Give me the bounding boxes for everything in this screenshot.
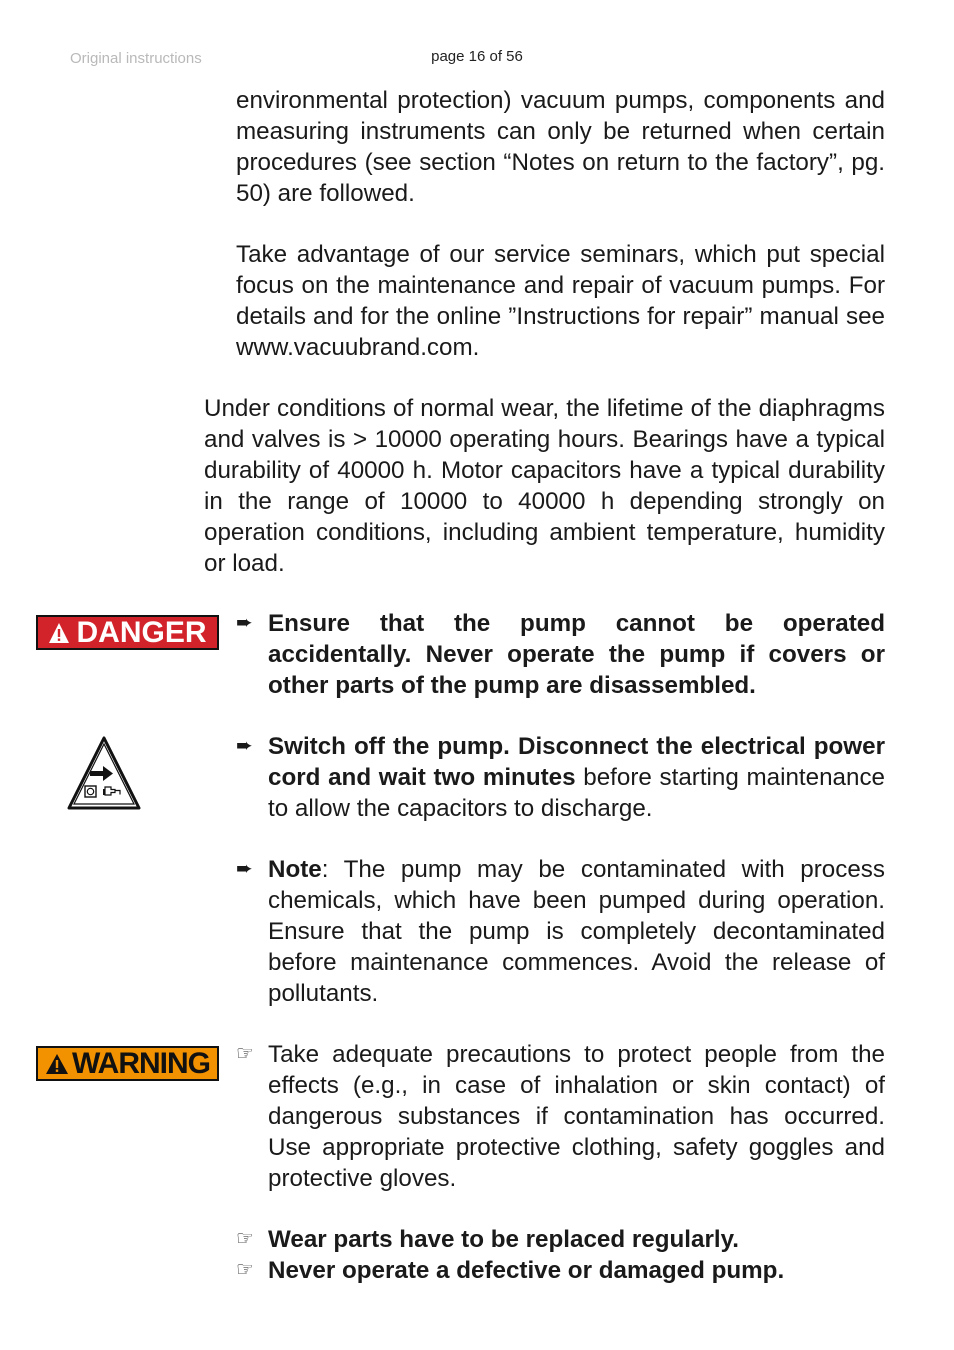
danger-item-2-rest: before starting maintenance to allow the capacitors to discharge. [268, 764, 886, 822]
hand-pointing-icon: ☞ [236, 1259, 254, 1281]
warning-item-precautions [236, 1039, 885, 1194]
warning-triangle-icon [45, 1053, 69, 1075]
paragraph-lifetime: Under conditions of normal wear, the lifetime of the diaphragms and valves is > 10000 operating hours. Bearings have a typical durability of 40000 h. Motor capacitors have a typical durability in the range of 10000 to 40000 h depending strongly on operation conditions, including ambient temperature, humidity or load. [204, 395, 885, 577]
hand-pointing-icon: ☞ [236, 1043, 254, 1065]
paragraph-service-seminars: Take advantage of our service seminars, which put special focus on the maintenance and repair of vacuum pumps. For details and for the online ”Instructions for repair” manual see www.vacuubrand.com. [236, 241, 885, 361]
warning-triangle-icon [48, 622, 70, 644]
warning-item-1-text: Take adequate precautions to protect people from the effects (e.g., in case of inhalation or skin contact) of dangerous substances if contamination has occurred. Use appropriate protective clothing, safety goggles and protective gloves. [268, 1041, 885, 1192]
hand-pointing-icon: ☞ [236, 1228, 254, 1250]
arrow-icon: ➨ [236, 858, 253, 880]
danger-item-operation [236, 608, 885, 701]
danger-item-2-bold: Switch off the pump. Disconnect the electrical power cord and wait two minutes [268, 733, 885, 791]
disconnect-power-sign-icon [66, 735, 142, 811]
page-number: page 16 of 56 [431, 48, 523, 65]
warning-item-3-text: Never operate a defective or damaged pump. [268, 1257, 785, 1284]
warning-item-defective [236, 1255, 885, 1286]
warning-label [36, 1046, 219, 1081]
danger-label [36, 615, 219, 650]
danger-item-note [236, 854, 885, 1009]
warning-item-2-text: Wear parts have to be replaced regularly. [268, 1226, 739, 1253]
danger-item-disconnect [236, 731, 885, 824]
arrow-icon: ➨ [236, 735, 253, 757]
warning-item-wear-parts [236, 1224, 885, 1255]
danger-label-text: DANGER [76, 615, 207, 649]
header-document-type: Original instructions [70, 50, 202, 67]
danger-item-3-bold: Note [268, 856, 322, 883]
danger-item-3-rest: : The pump may be contaminated with process chemicals, which have been pumped during operation. Ensure that the pump is completely decontaminated before maintenance commences. Avoid the release of pollutants. [268, 856, 885, 1007]
arrow-icon: ➨ [236, 612, 253, 634]
danger-item-1-text: Ensure that the pump cannot be operated accidentally. Never operate the pump if covers or other parts of the pump are disassembled. [268, 610, 885, 699]
warning-label-text: WARNING [72, 1046, 210, 1080]
paragraph-return-procedures: environmental protection) vacuum pumps, components and measuring instruments can only be returned when certain procedures (see section “Notes on return to the factory”, pg. 50) are followed. [236, 87, 885, 207]
